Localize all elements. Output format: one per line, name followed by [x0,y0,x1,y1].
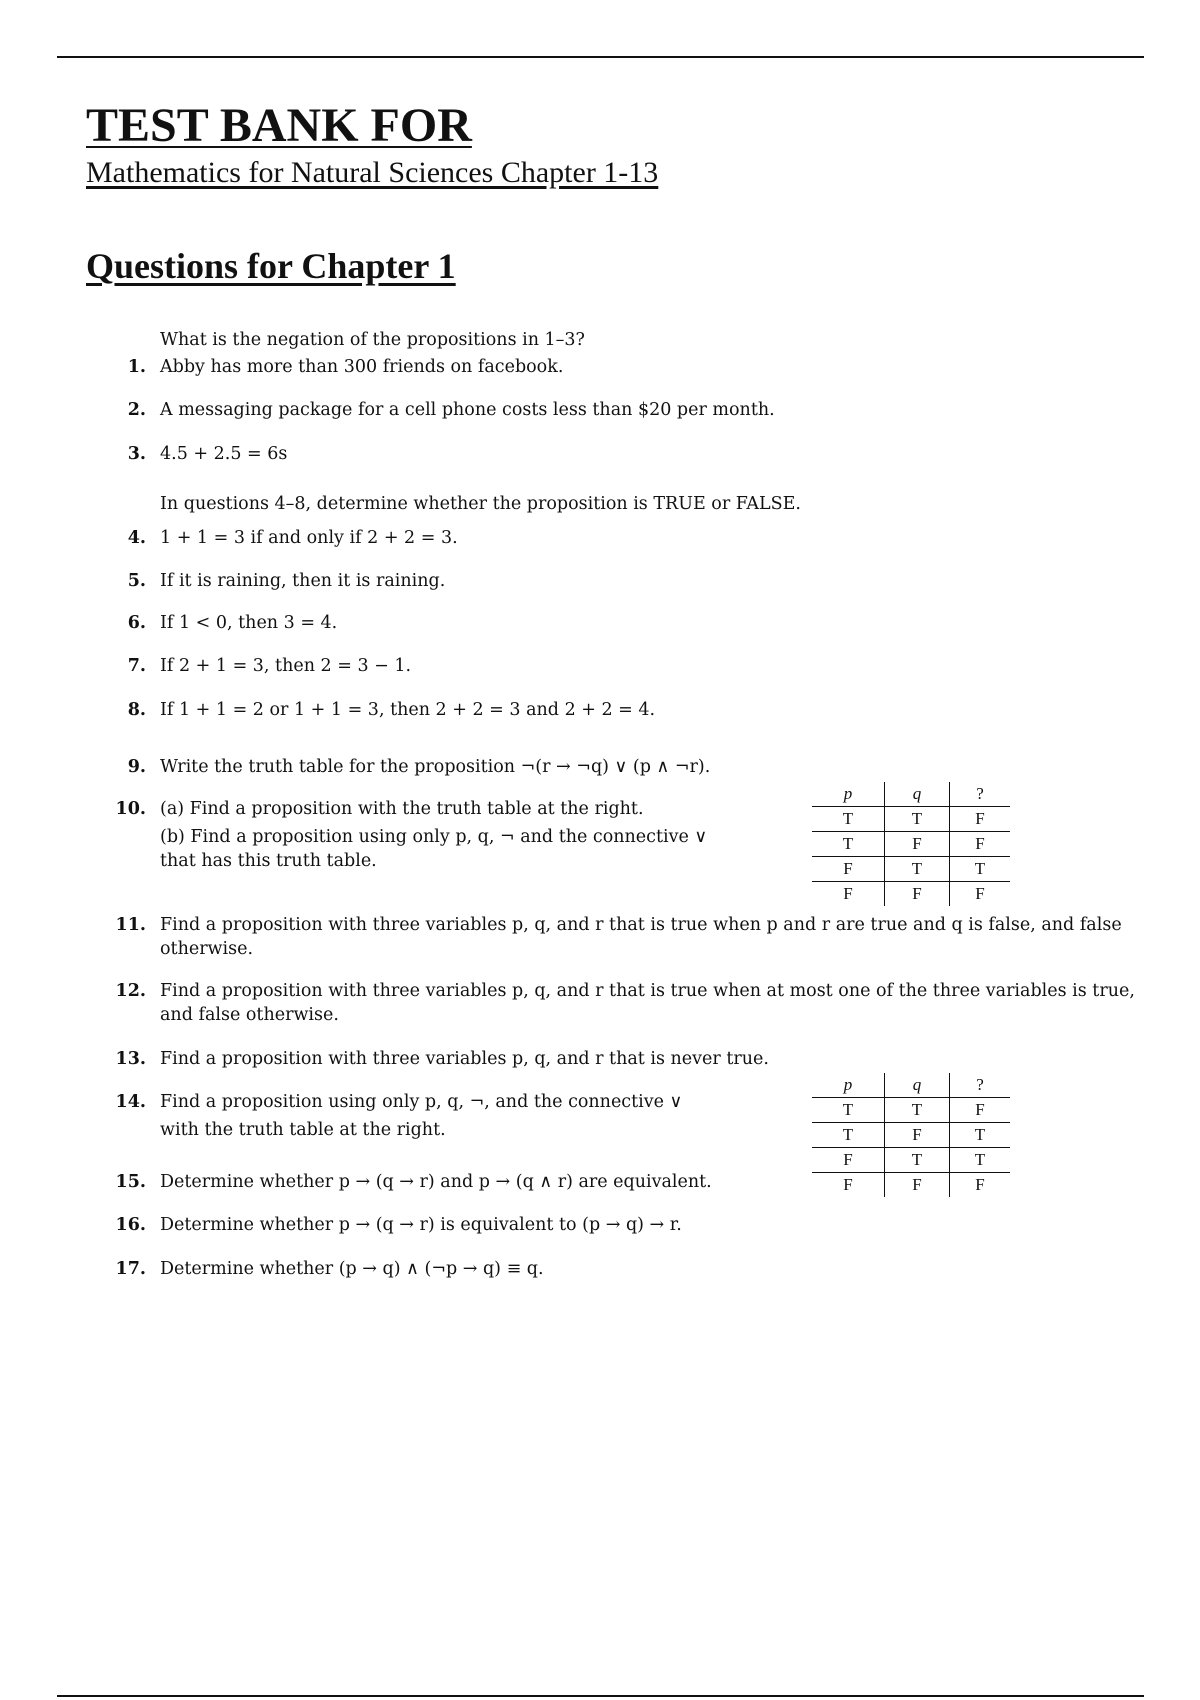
table-header: ? [950,782,1011,807]
question-text: Abby has more than 300 friends on facebook. [160,357,564,377]
question-number: 15. [115,1172,146,1192]
table-cell: F [885,832,950,857]
table-row [812,1148,1010,1173]
table-cell: F [812,1148,885,1173]
table-cell: T [950,1123,1011,1148]
table-cell: F [843,884,853,903]
table-row [812,1123,1010,1148]
question-text: 1 + 1 = 3 if and only if 2 + 2 = 3. [160,528,458,548]
question-text: Write the truth table for the proposition ¬(r → ¬q) ∨ (p ∧ ¬r). [160,757,711,777]
table-cell: T [812,1123,885,1148]
question-number: 7. [127,656,146,676]
question-number: 1. [127,357,146,377]
question-text: A messaging package for a cell phone costs less than $20 per month. [160,400,775,420]
question-text-line-1: Find a proposition with three variables p, q, and r that is true when at most one of the three variables is true, [160,981,1135,1001]
question-number: 5. [127,571,146,591]
question-number: 16. [115,1215,146,1235]
question-text-line-1: Find a proposition using only p, q, ¬, and the connective ∨ [160,1092,683,1112]
table-row [812,1173,1010,1198]
table-header: q [885,1073,950,1098]
question-number: 6. [127,613,146,633]
question-text: Determine whether p → (q → r) is equivalent to (p → q) → r. [160,1215,682,1235]
truth-table-q14 [812,1073,1010,1197]
table-cell: T [950,857,1011,882]
chapter-heading: Questions for Chapter 1 [86,246,456,286]
table-row [812,857,1010,882]
question-number: 4. [127,528,146,548]
question-text: 4.5 + 2.5 = 6s [160,444,288,464]
question-text-line-2: otherwise. [160,939,254,959]
question-text: Find a proposition with three variables p, q, and r that is never true. [160,1049,769,1069]
question-text: Determine whether (p → q) ∧ (¬p → q) ≡ q. [160,1259,544,1279]
table-cell: F [843,1175,853,1194]
top-rule [57,56,1144,58]
table-cell: T [885,1098,950,1123]
table-cell: F [950,1098,1011,1123]
question-text-line-2: with the truth table at the right. [160,1120,446,1140]
question-number: 2. [127,400,146,420]
table-cell: T [812,832,885,857]
table-header-row [812,782,1010,807]
intro-negation: What is the negation of the propositions in 1–3? [160,330,585,350]
question-text-line-2: and false otherwise. [160,1005,339,1025]
question-number: 8. [127,700,146,720]
table-cell: F [950,882,1011,907]
question-text-line-1: (a) Find a proposition with the truth table at the right. [160,799,644,819]
truth-table-q10 [812,782,1010,906]
table-cell: F [885,1123,950,1148]
question-number: 17. [115,1259,146,1279]
table-cell: T [950,1148,1011,1173]
table-cell: T [885,1148,950,1173]
question-number: 9. [127,757,146,777]
table-cell: T [812,1098,885,1123]
document-title: TEST BANK FOR [86,99,472,152]
question-text-line-1: Find a proposition with three variables p, q, and r that is true when p and r are true and q is false, and false [160,915,1122,935]
question-number: 11. [115,915,146,935]
question-text: If it is raining, then it is raining. [160,571,446,591]
table-cell: T [885,807,950,832]
table-row [812,832,1010,857]
document-subtitle: Mathematics for Natural Sciences Chapter 1-13 [86,156,659,189]
table-cell: F [950,807,1011,832]
table-cell: T [812,807,885,832]
question-number: 14. [115,1092,146,1112]
table-header: p [812,782,885,807]
question-text-line-2: (b) Find a proposition using only p, q, ¬ and the connective ∨ [160,827,708,847]
question-number: 12. [115,981,146,1001]
question-text: If 1 < 0, then 3 = 4. [160,613,338,633]
table-row [812,807,1010,832]
question-text: If 2 + 1 = 3, then 2 = 3 − 1. [160,656,412,676]
question-text: Determine whether p → (q → r) and p → (q ∧ r) are equivalent. [160,1172,712,1192]
question-text-line-3: that has this truth table. [160,851,377,871]
table-cell: F [885,882,950,907]
table-row [812,1098,1010,1123]
table-header: ? [950,1073,1011,1098]
table-cell: F [950,1173,1011,1198]
question-text: If 1 + 1 = 2 or 1 + 1 = 3, then 2 + 2 = 3 and 2 + 2 = 4. [160,700,656,720]
bottom-rule [57,1695,1144,1697]
question-number: 3. [127,444,146,464]
intro-true-false: In questions 4–8, determine whether the proposition is TRUE or FALSE. [160,494,801,514]
table-cell: F [812,857,885,882]
table-header: p [812,1073,885,1098]
table-cell: T [885,857,950,882]
table-header: q [885,782,950,807]
table-cell: F [885,1173,950,1198]
question-number: 10. [115,799,146,819]
question-number: 13. [115,1049,146,1069]
table-row [812,882,1010,907]
table-cell: F [950,832,1011,857]
table-header-row [812,1073,1010,1098]
